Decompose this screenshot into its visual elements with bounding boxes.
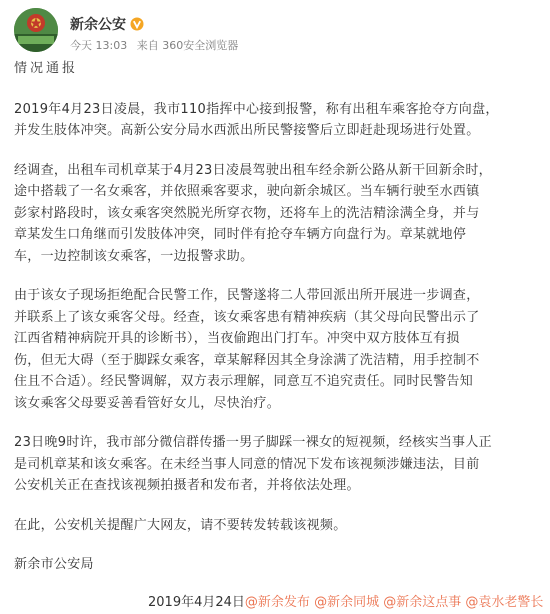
spacer xyxy=(14,497,536,515)
spacer xyxy=(14,414,536,432)
post-source: 来自 360安全浏览器 xyxy=(136,39,239,52)
spacer xyxy=(14,142,536,160)
spacer xyxy=(14,267,536,285)
post-header xyxy=(14,8,534,52)
mention-link[interactable]: @新余这点事 xyxy=(383,595,462,610)
mention-link[interactable]: @袁水老警长 xyxy=(465,595,544,610)
account-name[interactable] xyxy=(70,14,144,34)
signature: 新余市公安局 xyxy=(14,557,94,572)
paragraph-5: 在此，公安机关提醒广大网友，请不要转发转载该视频。 xyxy=(14,517,347,533)
paragraph-2: 经调查，出租车司机章某于4月23日凌晨驾驶出租车经余新公路从新干回新余时， 途中搭载了一名女乘客，并依照乘客要求，驶向新余城区。当车辆行驶至水西镇 彭家村路段时，该女乘客突然脱光所穿衣物，还将车上的洗洁精涂满全身，并与 章某发生口角继而引发肢体冲突，同时伴有抢夺车辆方向盘行为。章某就地停 车，一边控制该女乘客，一边报警求助。 xyxy=(14,162,492,264)
post-body xyxy=(14,58,536,576)
post-footer xyxy=(148,591,543,610)
account-name-text[interactable]: 新余公安 xyxy=(70,17,126,33)
mention-link[interactable]: @新余发布 xyxy=(244,595,310,610)
paragraph-1: 2019年4月23日凌晨，我市110指挥中心接到报警，称有出租车乘客抢夺方向盘， 并发生肢体冲突。高新公安分局水西派出所民警接警后立即赶赴现场进行处置。 xyxy=(14,101,499,138)
mention-link[interactable]: @新余同城 xyxy=(314,595,380,610)
post-time[interactable]: 今天 13:03 xyxy=(70,39,128,52)
spacer xyxy=(14,536,536,554)
notice-title: 情况通报 xyxy=(14,61,79,76)
paragraph-4: 23日晚9时许，我市部分微信群传播一男子脚踩一裸女的短视频，经核实当事人正 是司机章某和该女乘客。在未经当事人同意的情况下发布该视频涉嫌违法，目前 公安机关正在查找该视频拍摄者和发布者，并将依法处理。 xyxy=(14,435,492,493)
paragraph-3: 由于该女子现场拒绝配合民警工作，民警遂将二人带回派出所开展进一步调查， 并联系上了该女乘客父母。经查，该女乘客患有精神疾病（其父母向民警出示了 江西省精神病院开具的诊断书），当夜偷跑出门打车。冲突中双方肢体互有损 伤，但无大碍（至于脚踩女乘客，章某解释因其全身涂满了洗洁精，用手控制不 住且不合适）。经民警调解，双方表示理解，同意互不追究责任。同时民警告知 该女乘客父母要妥善看管好女儿，尽快治疗。 xyxy=(14,288,480,411)
post-meta xyxy=(70,37,244,53)
verified-v-icon xyxy=(130,17,144,31)
footer-date: 2019年4月24日 xyxy=(148,595,245,610)
spacer xyxy=(14,80,536,99)
avatar[interactable] xyxy=(14,8,58,52)
